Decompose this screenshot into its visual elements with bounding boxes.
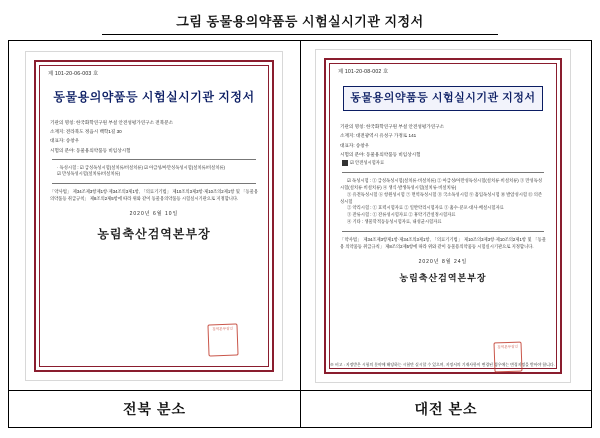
field-address-daejeon: 소재지: 대전광역시 유성구 가정로 141 [340, 133, 417, 139]
certificate-image-daejeon [315, 49, 571, 383]
subitem-toxicity-jeonbuk: · 독성시험 : ☑ 급성독성시험(설치류/비설치류) ☑ 아급성/아만성독성시험(설치류/비설치류) [57, 164, 225, 170]
divider2-daejeon [342, 231, 544, 232]
field-representative-daejeon: 대표자: 송창우 [340, 142, 370, 148]
certificate-title-daejeon: 동물용의약품등 시험실시기관 지정서 [343, 86, 542, 111]
subitem-toxicity2-jeonbuk: ☑ 만성독성시험(설치류/비설치류) [57, 171, 121, 177]
certificate-body-jeonbuk: 「약사법」 제34조제3항제1항·제34조의3제1항, 「의료기기법」 제10조의3제3항·제10조의2제1항 및 「동물용 의약품등 취급규칙」 제8조의2제5항에 따라 위와 같이 동물용의약품등 시험실시기관으로 지정합니다. [50, 189, 258, 202]
labels-row [9, 390, 591, 427]
official-seal-jeonbuk: 검역본부장인 [207, 323, 238, 356]
cell-daejeon [300, 41, 591, 390]
figure-caption: 그림 동물용의약품등 시험실시기관 지정서 [102, 6, 498, 35]
subitem-residue-daejeon: ③ 잔류시험 : ① 잔류성시험자료 ② 휴약기간설정시험자료 [347, 212, 456, 218]
certificate-body-daejeon: 「약사법」 제34조제3항제1항·제34조의3제1항, 「의료기기법」 제10조의3제3항·제10조의2제1항 및 「동물용 의약품등 취급규칙」 제8조의2제5항에 따라 위와 같이 동물용의약품등 시험실시기관으로 지정합니다. [340, 236, 546, 249]
cell-jeonbuk [9, 41, 300, 390]
subitem-toxicity-daejeon: ☑ 독성시험 : ① 급성독성시험(설치류·비설치류) ② 아급성/아만성독성시험(설치류·비설치류) ③ 만성독성시험(설치류·비설치류) ④ 생식·발생독성시험(설치류·비설치류) [340, 178, 542, 190]
issuer-daejeon: 농림축산검역본부장 [399, 273, 487, 284]
field-test-scope-daejeon: 시험의 분야: 동물용의약품등 비임상시험 [340, 152, 421, 157]
document-number-jeonbuk: 제 101-20-06-003 호 [48, 71, 99, 77]
divider-jeonbuk [52, 159, 256, 160]
subitem-pharmacology-daejeon: ② 약리시험 : ① 효력시험자료 ② 일반약리시험자료 ③ 흡수·분포·대사·배설시험자료 [347, 205, 504, 211]
field-address-jeonbuk: 소재지: 전라북도 정읍시 백학1길 30 [50, 128, 122, 134]
subitem-other-daejeon: ④ 기타 : 생물학적동등성시험자료, 내성균시험자료 [347, 219, 442, 225]
divider-daejeon [342, 172, 544, 173]
field-test-scope-jeonbuk: 시험의 분야: 동물용의약품등 비임상시험 [50, 147, 131, 153]
certificate-fields-jeonbuk [50, 119, 258, 185]
certificate-content-daejeon [330, 64, 556, 368]
certificate-title-jeonbuk: 동물용의약품등 시험실시기관 지정서 [53, 90, 255, 105]
issue-date-jeonbuk: 2020년 6월 10일 [129, 211, 179, 218]
field-organization-jeonbuk: 기관의 명칭: 한국화학연구원 부설 안전성평가연구소 전북분소 [50, 119, 174, 125]
checkbox-safety-data-daejeon [342, 160, 546, 167]
issue-date-daejeon: 2020년 8월 24일 [418, 258, 468, 265]
certificates-row [9, 41, 591, 390]
official-seal-daejeon: 검역본부장인 [493, 342, 522, 373]
document-number-daejeon: 제 101-20-08-002 호 [338, 69, 389, 75]
field-representative-jeonbuk: 대표자: 송창우 [50, 138, 80, 144]
certificate-image-jeonbuk [25, 51, 283, 381]
certificates-table [8, 40, 592, 428]
checkbox-icon [342, 160, 348, 166]
certificate-content-jeonbuk [40, 66, 268, 366]
figure-page [0, 6, 600, 438]
footer-note-daejeon: ※ 비고 : 지정받은 시험의 분야에 해당하는 시험만 실시할 수 있으며, 지정서의 기재사항이 변경된 경우에는 변경지정을 받아야 합니다. [330, 361, 555, 367]
label-daejeon: 대전 본소 [300, 391, 591, 427]
field-organization-daejeon: 기관의 명칭: 한국화학연구원 부설 안전성평가연구소 [340, 124, 445, 130]
checkbox-label-daejeon: ☑ 안전성시험자료 [350, 160, 385, 166]
issuer-jeonbuk: 농림축산검역본부장 [97, 226, 211, 241]
divider2-jeonbuk [52, 183, 256, 184]
certificate-fields-daejeon [340, 123, 546, 232]
label-jeonbuk: 전북 분소 [123, 401, 186, 417]
subitem-toxicity2-daejeon: ⑤ 유전독성시험 ⑥ 항원성시험 ⑦ 면역독성시험 ⑧ 국소독성시험 ⑨ 흡입독성시험 ⑩ 발암성시험 ⑪ 의존성시험 [340, 191, 543, 204]
certificate-title-wrap-jeonbuk [48, 88, 260, 107]
certificate-title-wrap-daejeon [338, 86, 548, 111]
